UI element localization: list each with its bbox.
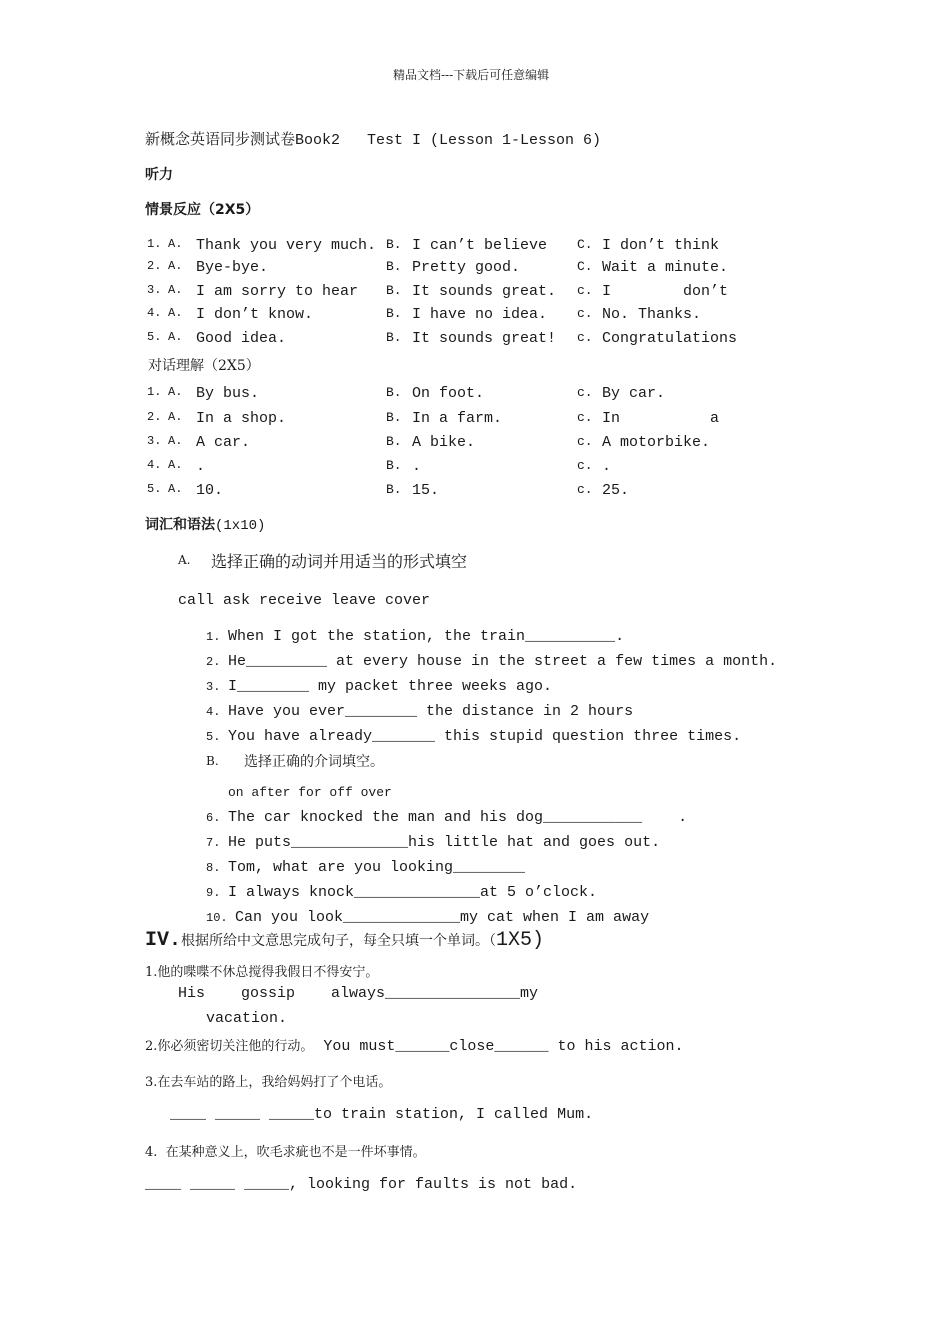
section-listening-heading: 听力 — [145, 167, 173, 183]
item-sentence: Have you ever________ the distance in 2 hours — [228, 703, 634, 720]
part2-q2-b-letter: B. — [386, 410, 402, 425]
part1-q5-b-text: It sounds great! — [412, 330, 557, 347]
part4-numeral: IV. — [145, 929, 182, 952]
item-number: 3. — [206, 680, 221, 694]
document-title: 新概念英语同步测试卷Book2 Test I (Lesson 1-Lesson 6) — [145, 132, 602, 149]
part2-q3-b-text: A bike. — [412, 434, 476, 451]
part2-q1-b-text: On foot. — [412, 385, 485, 402]
part1-q2-c-text: Wait a minute. — [602, 259, 729, 276]
part1-q5-c-letter: c. — [577, 330, 593, 345]
part1-q1-a-text: Thank you very much. — [196, 237, 377, 254]
part2-q5-num: 5. — [147, 482, 162, 496]
part1-q5-b-letter: B. — [386, 330, 402, 345]
word-bank-b: on after for off over — [228, 785, 392, 800]
q1-english-line1: His gossip always_______________my — [178, 985, 539, 1002]
part2-q5-b-text: 15. — [412, 482, 440, 499]
q3-english: ____ _____ _____to train station, I called Mum. — [170, 1106, 594, 1123]
part2-q4-b-letter: B. — [386, 458, 402, 473]
part1-q2-a-text: Bye-bye. — [196, 259, 269, 276]
part2-q4-b-text: . — [412, 458, 422, 475]
q4-chinese: 4. 在某种意义上，吹毛求疵也不是一件坏事情。 — [145, 1145, 426, 1160]
q1-english-line2: vacation. — [206, 1010, 288, 1027]
part1-q4-b-letter: B. — [386, 306, 402, 321]
part1-q3-b-text: It sounds great. — [412, 283, 557, 300]
subsection-b-letter: B. — [206, 754, 219, 768]
part2-q2-a-letter: A. — [168, 410, 183, 424]
item-number: 7. — [206, 836, 221, 850]
part1-q4-a-text: I don’t know. — [196, 306, 314, 323]
part2-q1-c-letter: c. — [577, 385, 593, 400]
item-number: 1. — [206, 630, 221, 644]
part1-q1-b-text: I can’t believe — [412, 237, 548, 254]
part2-heading: 对话理解（2X5） — [148, 358, 260, 374]
part2-q2-a-text: In a shop. — [196, 410, 287, 427]
vocab-heading-score: (1x10) — [215, 518, 266, 534]
part2-q5-a-text: 10. — [196, 482, 224, 499]
part1-q1-a-letter: A. — [168, 237, 183, 251]
part1-q1-c-text: I don’t think — [602, 237, 720, 254]
part2-q3-num: 3. — [147, 434, 162, 448]
part1-q2-c-letter: C. — [577, 259, 593, 274]
item-number: 4. — [206, 705, 221, 719]
part1-q4-a-letter: A. — [168, 306, 183, 320]
part1-q2-a-letter: A. — [168, 259, 183, 273]
part1-q3-a-letter: A. — [168, 283, 183, 297]
part1-q4-num: 4. — [147, 306, 162, 320]
part1-q5-a-text: Good idea. — [196, 330, 287, 347]
item-sentence: He puts_____________his little hat and goes out. — [228, 834, 661, 851]
part2-q1-a-letter: A. — [168, 385, 183, 399]
part1-q4-c-text: No. Thanks. — [602, 306, 702, 323]
part2-q3-c-text: A motorbike. — [602, 434, 711, 451]
part2-q1-num: 1. — [147, 385, 162, 399]
part1-q5-c-text: Congratulations — [602, 330, 738, 347]
part2-q1-a-text: By bus. — [196, 385, 260, 402]
part2-q3-a-text: A car. — [196, 434, 251, 451]
part1-q5-num: 5. — [147, 330, 162, 344]
part2-q3-a-letter: A. — [168, 434, 183, 448]
part1-q2-b-letter: B. — [386, 259, 402, 274]
part2-q4-a-text: . — [196, 458, 206, 475]
item-number: 2. — [206, 655, 221, 669]
item-number: 6. — [206, 811, 221, 825]
part4-heading — [145, 929, 544, 952]
subsection-a-instruction: 选择正确的动词并用适当的形式填空 — [211, 552, 468, 571]
part2-q1-c-text: By car. — [602, 385, 666, 402]
part4-instruction: 根据所给中文意思完成句子，每全只填一个单词。（ — [181, 933, 497, 949]
part2-q4-c-text: . — [602, 458, 612, 475]
part4-score: 1X5) — [496, 929, 545, 952]
part2-q1-b-letter: B. — [386, 385, 402, 400]
subsection-a-letter: A. — [178, 553, 191, 567]
part2-q2-b-text: In a farm. — [412, 410, 503, 427]
item-sentence: When I got the station, the train__________. — [228, 628, 625, 645]
part2-q2-c-letter: c. — [577, 410, 593, 425]
part2-q4-c-letter: c. — [577, 458, 593, 473]
part2-q4-a-letter: A. — [168, 458, 183, 472]
word-bank-a: call ask receive leave cover — [178, 592, 431, 609]
part1-q1-c-letter: C. — [577, 237, 593, 252]
part1-q4-c-letter: c. — [577, 306, 593, 321]
part2-q5-b-letter: B. — [386, 482, 402, 497]
part2-q2-c-text: In a — [602, 410, 720, 427]
item-number: 8. — [206, 861, 221, 875]
item-sentence: You have already_______ this stupid question three times. — [228, 728, 742, 745]
part1-q3-c-letter: c. — [577, 283, 593, 298]
part1-heading: 情景反应（2X5） — [145, 202, 260, 218]
part2-q3-b-letter: B. — [386, 434, 402, 449]
page-header: 精品文档---下载后可任意编辑 — [393, 68, 550, 82]
item-sentence: I always knock______________at 5 o’clock. — [228, 884, 598, 901]
item-number: 9. — [206, 886, 221, 900]
part1-q3-a-text: I am sorry to hear — [196, 283, 359, 300]
part1-q3-b-letter: B. — [386, 283, 402, 298]
part1-q5-a-letter: A. — [168, 330, 183, 344]
item-number: 10. — [206, 911, 228, 925]
subsection-b-instruction: 选择正确的介词填空。 — [244, 754, 384, 770]
item-sentence: The car knocked the man and his dog___________ . — [228, 809, 688, 826]
part2-q5-c-text: 25. — [602, 482, 630, 499]
part1-q4-b-text: I have no idea. — [412, 306, 548, 323]
item-sentence: Tom, what are you looking________ — [228, 859, 526, 876]
item-sentence: Can you look_____________my cat when I am away — [235, 909, 650, 926]
part1-q1-b-letter: B. — [386, 237, 402, 252]
part2-q5-c-letter: c. — [577, 482, 593, 497]
part2-q4-num: 4. — [147, 458, 162, 472]
vocab-heading — [145, 514, 265, 534]
q4-english: ____ _____ _____, looking for faults is not bad. — [145, 1176, 578, 1193]
part1-q3-num: 3. — [147, 283, 162, 297]
q3-chinese: 3.在去车站的路上，我给妈妈打了个电话。 — [145, 1075, 392, 1090]
item-sentence: I________ my packet three weeks ago. — [228, 678, 553, 695]
q2-line — [145, 1035, 683, 1055]
item-number: 5. — [206, 730, 221, 744]
part1-q2-num: 2. — [147, 259, 162, 273]
part1-q1-num: 1. — [147, 237, 162, 251]
q2-english: You must______close______ to his action. — [323, 1038, 684, 1055]
vocab-heading-label: 词汇和语法 — [145, 517, 215, 533]
part1-q2-b-text: Pretty good. — [412, 259, 521, 276]
q1-chinese: 1.他的喋喋不休总搅得我假日不得安宁。 — [145, 965, 379, 980]
item-sentence: He_________ at every house in the street a few times a month. — [228, 653, 778, 670]
q2-chinese: 2.你必须密切关注他的行动。 — [145, 1039, 314, 1054]
part2-q5-a-letter: A. — [168, 482, 183, 496]
part1-q3-c-text: I don’t — [602, 283, 729, 300]
part2-q3-c-letter: c. — [577, 434, 593, 449]
part2-q2-num: 2. — [147, 410, 162, 424]
